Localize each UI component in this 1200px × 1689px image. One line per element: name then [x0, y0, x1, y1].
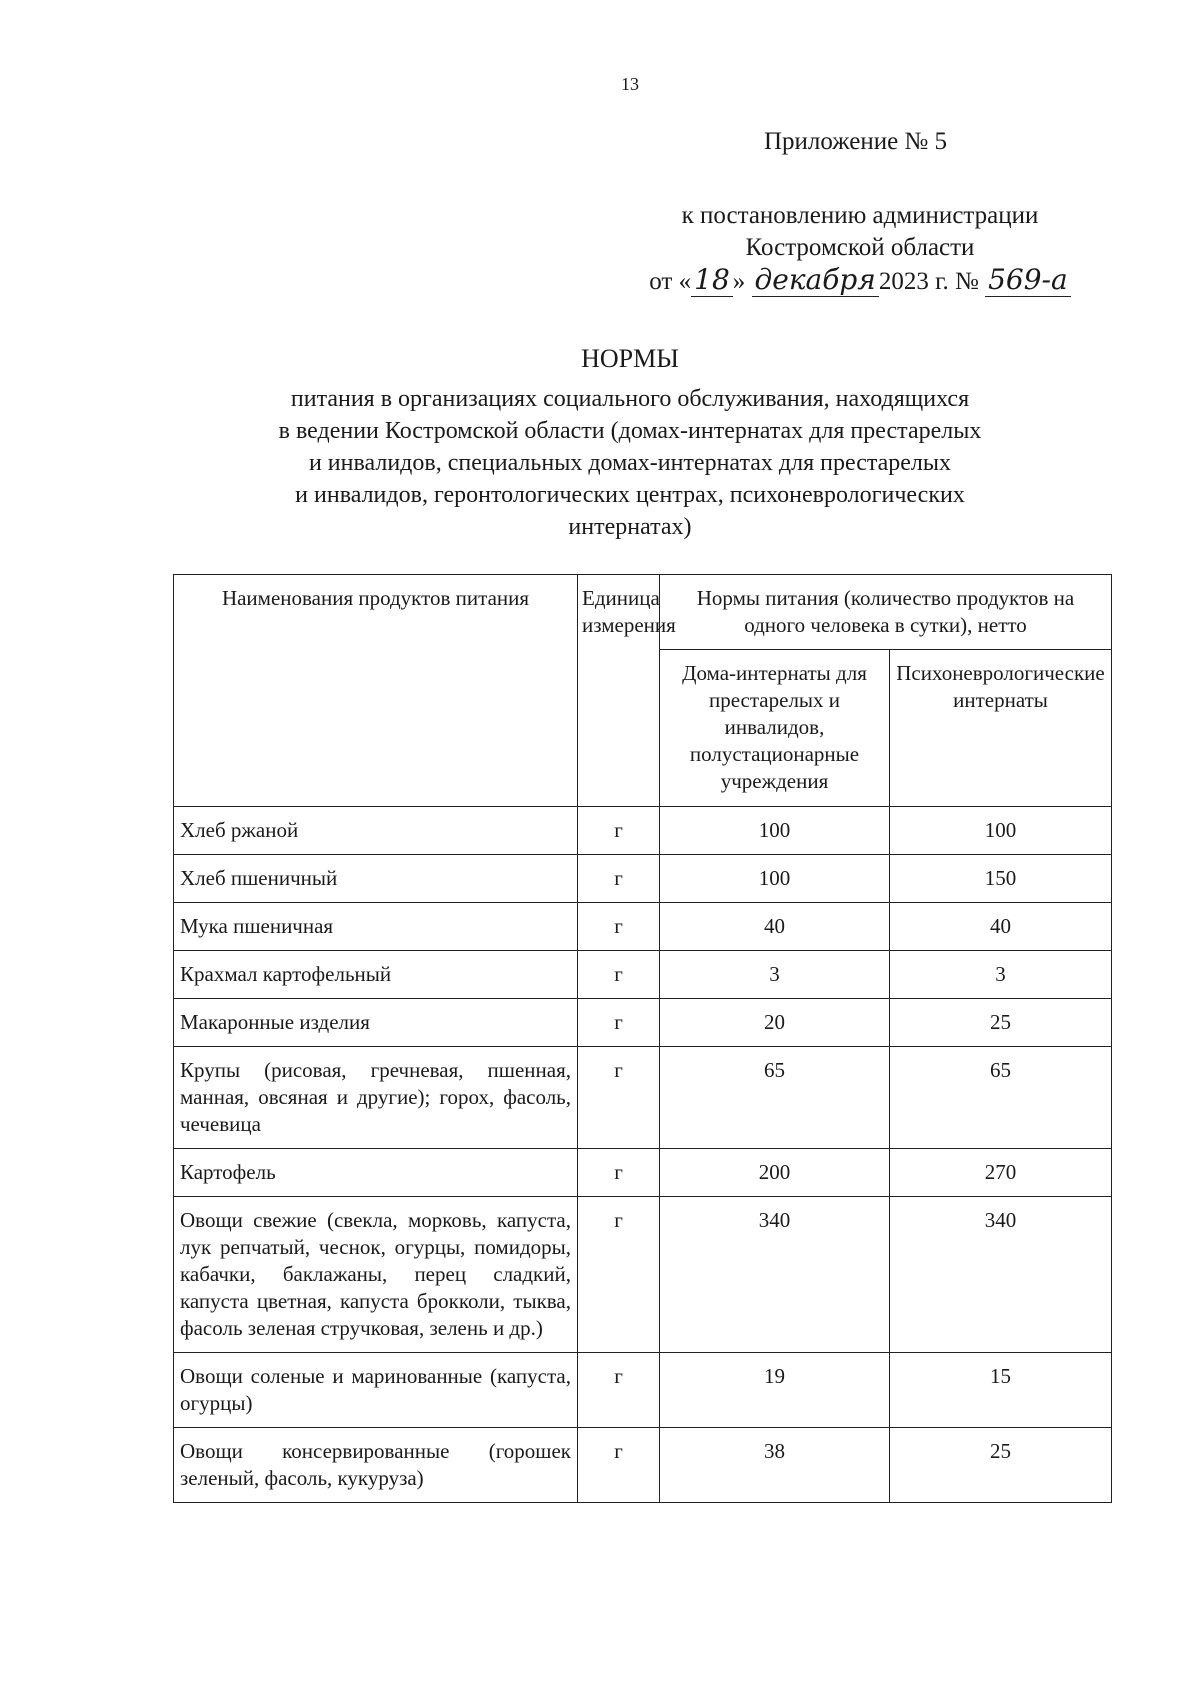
decree-number-handwritten: 569-а: [985, 263, 1071, 297]
norm-nursing-homes: 65: [660, 1047, 890, 1149]
table-row: [174, 1149, 1112, 1197]
decree-date-prefix: от «: [649, 268, 692, 295]
product-unit: г: [578, 951, 660, 999]
header-psycho-neurological: Психоневрологические интернаты: [890, 650, 1112, 807]
decree-month-handwritten: декабря: [752, 263, 879, 297]
product-name: Овощи свежие (свекла, морковь, капуста, лук репчатый, чеснок, огурцы, помидоры, кабачки, баклажаны, перец сладкий, капуста цветная, капуста брокколи, тыква, фасоль зеленая стручковая, зелень и др.): [174, 1197, 578, 1353]
table-row: [174, 807, 1112, 855]
product-unit: г: [578, 1428, 660, 1503]
norm-psycho-neurological: 150: [890, 855, 1112, 903]
product-unit: г: [578, 1197, 660, 1353]
norm-psycho-neurological: 3: [890, 951, 1112, 999]
product-name: Мука пшеничная: [174, 903, 578, 951]
product-name: Крахмал картофельный: [174, 951, 578, 999]
product-name: Макаронные изделия: [174, 999, 578, 1047]
subtitle-line: и инвалидов, геронтологических центрах, психоневрологических: [295, 482, 965, 508]
norm-psycho-neurological: 25: [890, 999, 1112, 1047]
header-unit: Единица измерения: [578, 575, 660, 807]
norm-psycho-neurological: 25: [890, 1428, 1112, 1503]
table-row: [174, 1047, 1112, 1149]
decree-date-line: [640, 264, 1080, 298]
product-name: Овощи соленые и маринованные (капуста, огурцы): [174, 1353, 578, 1428]
norm-psycho-neurological: 270: [890, 1149, 1112, 1197]
product-unit: г: [578, 1149, 660, 1197]
subtitle-line: питания в организациях социального обслуживания, находящихся: [290, 386, 970, 412]
norm-nursing-homes: 20: [660, 999, 890, 1047]
norm-psycho-neurological: 340: [890, 1197, 1112, 1353]
header-norms: Нормы питания (количество продуктов на одного человека в сутки), нетто: [660, 575, 1112, 650]
product-unit: г: [578, 1047, 660, 1149]
nutrition-norms-table: [173, 574, 1112, 1503]
table-row: [174, 1353, 1112, 1428]
table-row: [174, 1197, 1112, 1353]
decree-year: 2023 г. №: [878, 268, 979, 295]
product-name: Крупы (рисовая, гречневая, пшенная, манная, овсяная и другие); горох, фасоль, чечевица: [174, 1047, 578, 1149]
norm-nursing-homes: 40: [660, 903, 890, 951]
norm-nursing-homes: 100: [660, 807, 890, 855]
document-title: НОРМЫ: [581, 344, 679, 373]
subtitle-line: интернатах): [568, 514, 692, 540]
table-row: [174, 903, 1112, 951]
decree-day-handwritten: 18: [691, 263, 733, 297]
norm-nursing-homes: 19: [660, 1353, 890, 1428]
subtitle-line: в ведении Костромской области (домах-интернатах для престарелых: [278, 418, 982, 444]
table-row: [174, 999, 1112, 1047]
table-header-row: [174, 575, 1112, 650]
document-subtitle: [215, 383, 1045, 543]
decree-date-mid: »: [732, 268, 746, 295]
product-unit: г: [578, 807, 660, 855]
product-name: Хлеб ржаной: [174, 807, 578, 855]
norm-psycho-neurological: 65: [890, 1047, 1112, 1149]
subtitle-line: и инвалидов, специальных домах-интернатах для престарелых: [308, 450, 952, 476]
decree-reference: [640, 200, 1080, 298]
table-row: [174, 1428, 1112, 1503]
product-unit: г: [578, 855, 660, 903]
product-name: Хлеб пшеничный: [174, 855, 578, 903]
product-name: Картофель: [174, 1149, 578, 1197]
norm-psycho-neurological: 40: [890, 903, 1112, 951]
norm-psycho-neurological: 100: [890, 807, 1112, 855]
decree-line-1: к постановлению администрации: [681, 202, 1039, 229]
norm-psycho-neurological: 15: [890, 1353, 1112, 1428]
product-unit: г: [578, 999, 660, 1047]
norm-nursing-homes: 3: [660, 951, 890, 999]
appendix-label: Приложение № 5: [764, 128, 948, 155]
norm-nursing-homes: 200: [660, 1149, 890, 1197]
page-number: 13: [621, 74, 639, 94]
table-row: [174, 855, 1112, 903]
product-unit: г: [578, 903, 660, 951]
norm-nursing-homes: 38: [660, 1428, 890, 1503]
decree-line-2: Костромской области: [745, 234, 975, 261]
header-product-name: Наименования продуктов питания: [174, 575, 578, 807]
product-unit: г: [578, 1353, 660, 1428]
product-name: Овощи консервированные (горошек зеленый, фасоль, кукуруза): [174, 1428, 578, 1503]
norm-nursing-homes: 340: [660, 1197, 890, 1353]
header-nursing-homes: Дома-интернаты для престарелых и инвалидов, полустационарные учреждения: [660, 650, 890, 807]
table-row: [174, 951, 1112, 999]
norm-nursing-homes: 100: [660, 855, 890, 903]
